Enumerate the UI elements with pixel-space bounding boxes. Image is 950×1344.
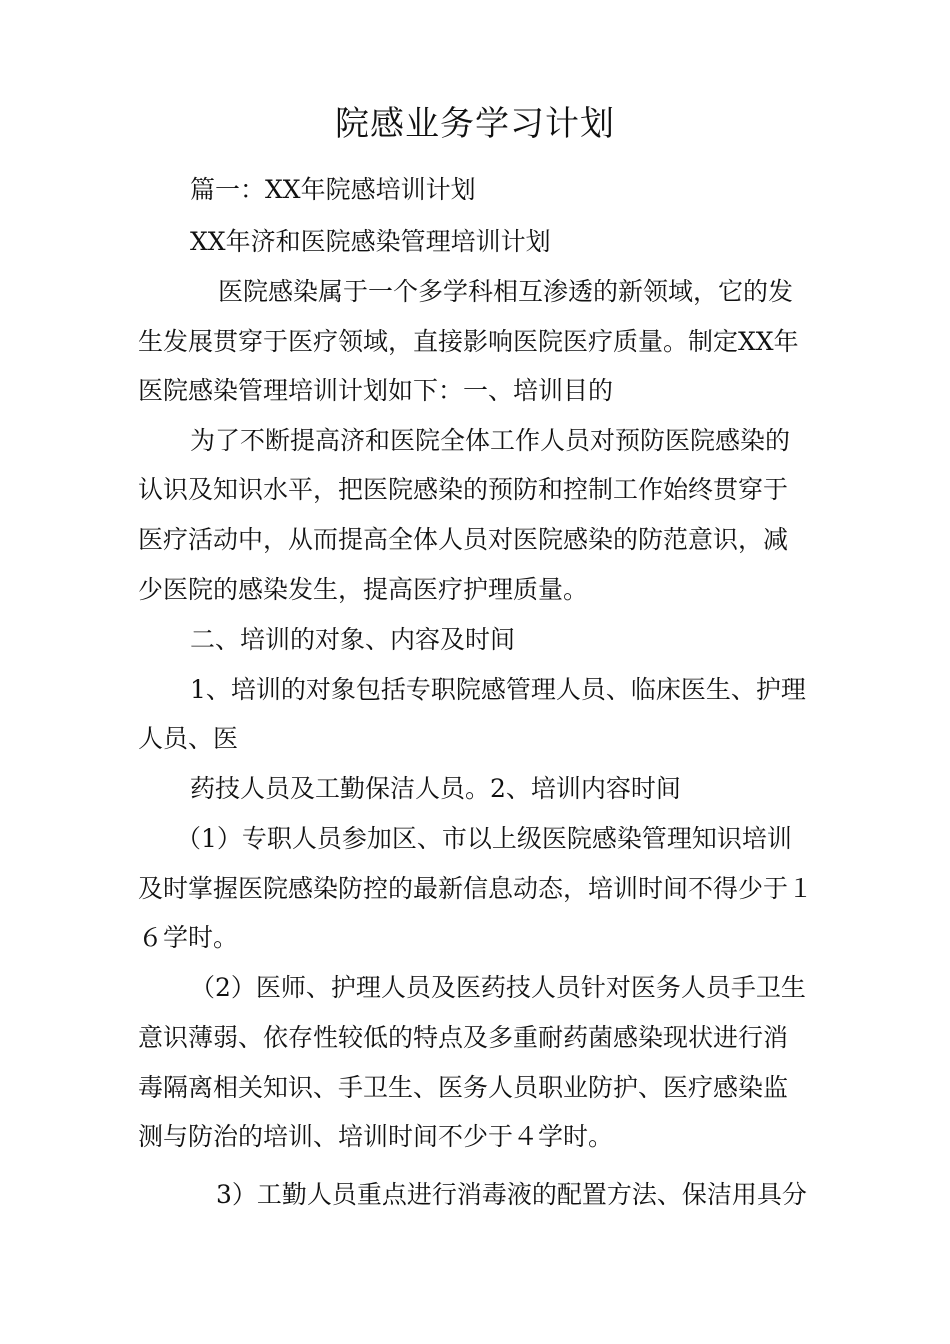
paragraph-line: （2）医师、护理人员及医药技人员针对医务人员手卫生: [190, 973, 806, 1002]
paragraph-line: 药技人员及工勤保洁人员。2、培训内容时间: [190, 774, 681, 803]
paragraph-line: 测与防治的培训、培训时间不少于４学时。: [138, 1122, 614, 1151]
paragraph-line: 医院感染管理培训计划如下：一、培训目的: [138, 376, 614, 405]
paragraph-line: 及时掌握医院感染防控的最新信息动态，培训时间不得少于１: [138, 874, 814, 903]
paragraph-line: 人员、医: [138, 724, 239, 753]
document-title: 院感业务学习计划: [335, 104, 615, 144]
paragraph-line: 3）工勤人员重点进行消毒液的配置方法、保洁用具分: [216, 1180, 807, 1209]
paragraph-line: （1）专职人员参加区、市以上级医院感染管理知识培训: [176, 824, 792, 853]
paragraph-line: 认识及知识水平，把医院感染的预防和控制工作始终贯穿于: [138, 475, 789, 504]
paragraph-line: 1、培训的对象包括专职院感管理人员、临床医生、护理: [190, 675, 806, 704]
paragraph-line: 毒隔离相关知识、手卫生、医务人员职业防护、医疗感染监: [138, 1073, 789, 1102]
paragraph-line: ６学时。: [138, 923, 239, 952]
subtitle: XX年济和医院感染管理培训计划: [190, 227, 551, 256]
paragraph-line: 意识薄弱、依存性较低的特点及多重耐药菌感染现状进行消: [138, 1023, 789, 1052]
paragraph-line: 生发展贯穿于医疗领域，直接影响医院医疗质量。制定XX年: [138, 327, 799, 356]
paragraph-line: 为了不断提高济和医院全体工作人员对预防医院感染的: [190, 426, 791, 455]
paragraph-line: 医院感染属于一个多学科相互渗透的新领域，它的发: [218, 277, 794, 306]
paragraph-line: 少医院的感染发生，提高医疗护理质量。: [138, 575, 589, 604]
section-heading: 篇一：XX年院感培训计划: [190, 175, 476, 204]
section-heading: 二、培训的对象、内容及时间: [190, 625, 516, 654]
paragraph-line: 医疗活动中，从而提高全体人员对医院感染的防范意识，减: [138, 525, 789, 554]
